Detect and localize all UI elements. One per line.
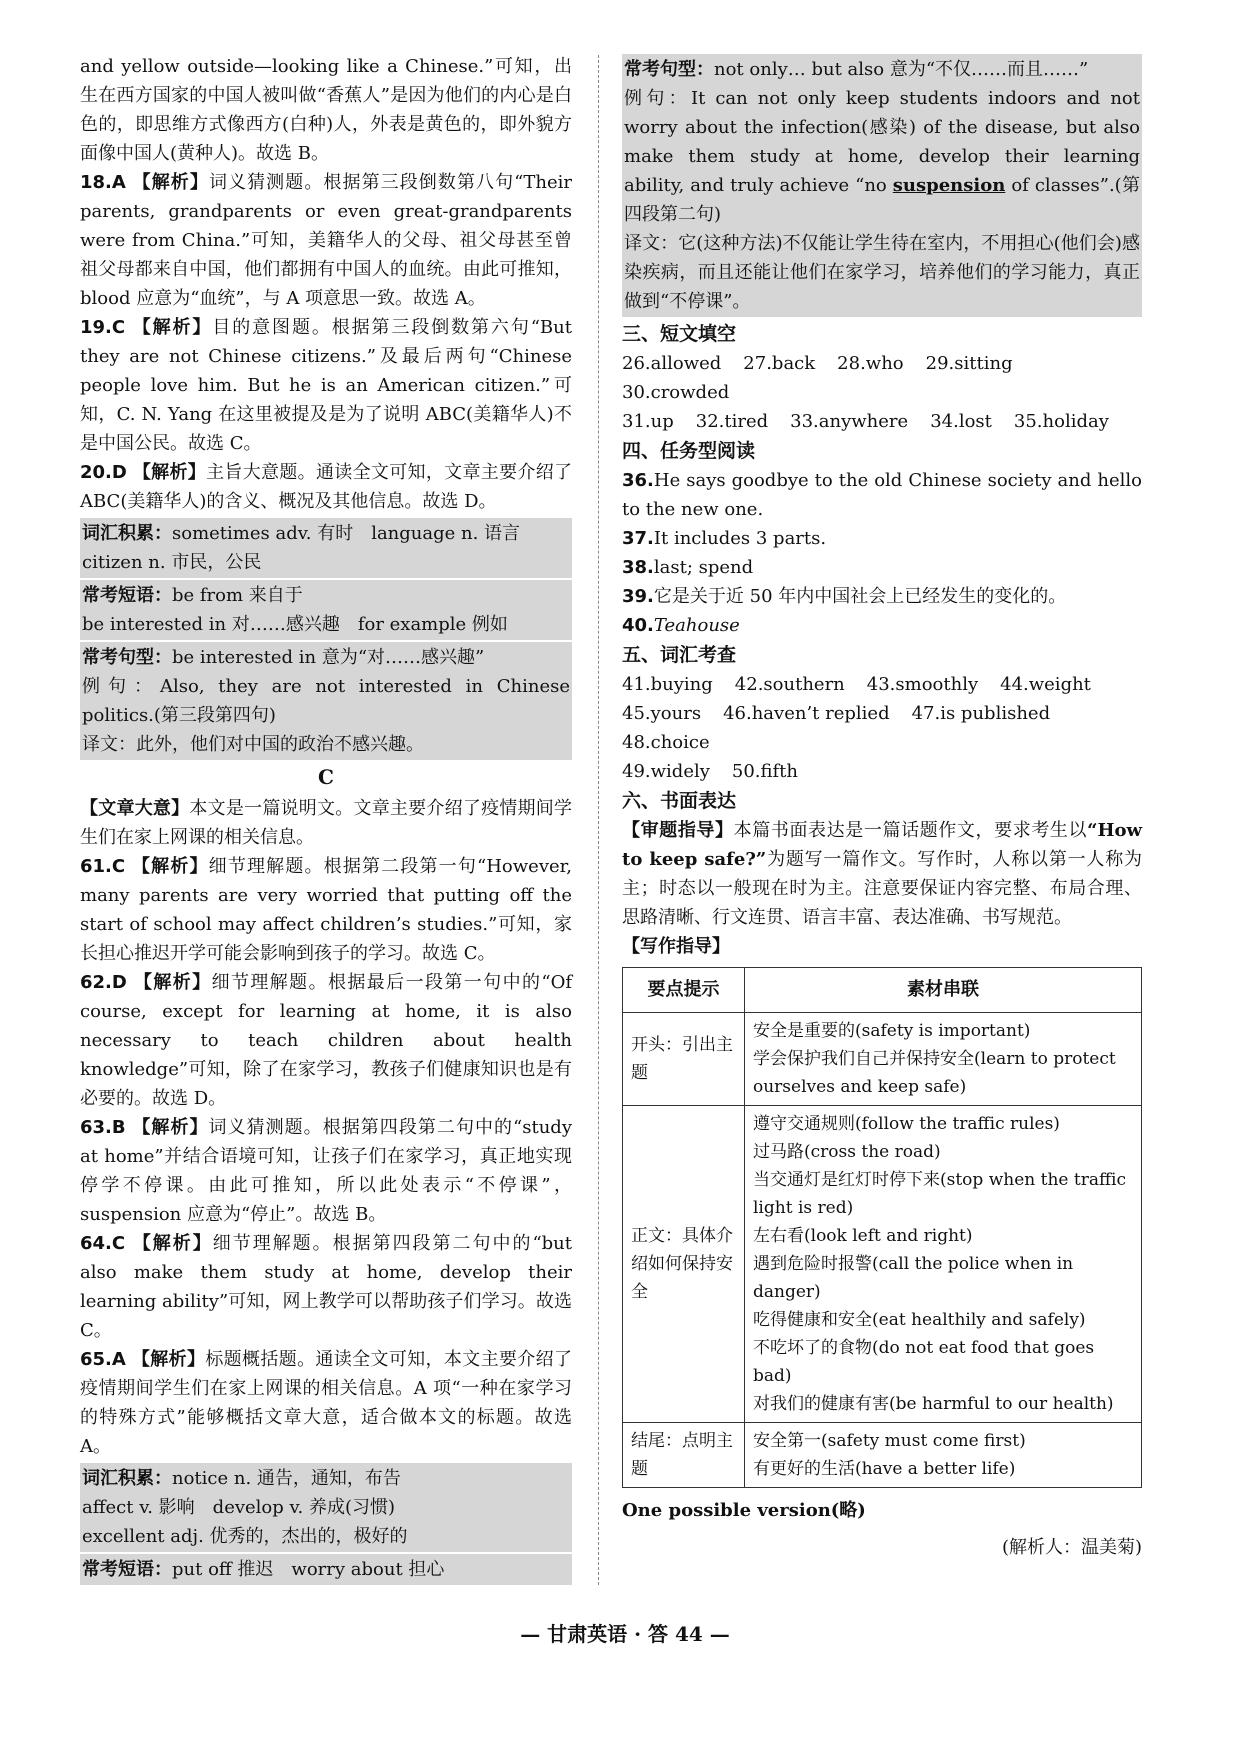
vocab-answer: 46.haven’t replied — [723, 703, 890, 724]
vocab-answer: 48.choice — [622, 732, 710, 753]
answer-number: 62.D — [80, 972, 127, 993]
fill-answer: 30.crowded — [622, 382, 730, 403]
phrase-label: 常考短语： — [82, 1559, 172, 1580]
answer-text: last; spend — [653, 557, 754, 578]
answer-text: 目的意图题。根据第三段倒数第六句“But they are not Chinese citizens.”及最后两句“Chinese people love him. But he is an American citizen.”可知，C. N. Yang 在这里被提及是为了说明 ABC(美籍华人)不是中国公民。故选 C。 — [80, 317, 572, 454]
answer-tag: 【解析】 — [132, 856, 209, 877]
table-key: 正文：具体介绍如何保持安全 — [623, 1106, 745, 1423]
fill-blank-row-2 — [622, 407, 1142, 436]
section-heading-5: 五、词汇考查 — [622, 644, 737, 666]
underlined-word: suspension — [892, 175, 1006, 196]
table-line: 过马路(cross the road) — [753, 1142, 941, 1162]
vocab-answer: 41.buying — [622, 674, 713, 695]
summary-label: 【文章大意】 — [80, 798, 190, 819]
vocab-answer: 50.fifth — [731, 761, 799, 782]
essay-title: “How to keep safe?” — [622, 820, 1143, 870]
translation: 译文：此外，他们对中国的政治不感兴趣。 — [82, 734, 424, 755]
answer-tag: 【解析】 — [132, 1117, 209, 1138]
page-footer: — 甘肃英语 · 答 44 — — [520, 1622, 730, 1646]
fill-answer: 34.lost — [930, 411, 992, 432]
answer-40 — [622, 611, 1142, 640]
sentence-label: 常考句型： — [82, 647, 172, 668]
table-line: 遇到危险时报警(call the police when in danger) — [753, 1254, 1074, 1302]
guide-label: 【审题指导】 — [622, 820, 734, 841]
vocab-label: 词汇积累： — [82, 1468, 172, 1489]
table-line: 不吃坏了的食物(do not eat food that goes bad) — [753, 1338, 1095, 1386]
fill-answer: 32.tired — [695, 411, 769, 432]
answer-number: 19.C — [80, 317, 126, 338]
vocab-line: affect v. 影响 develop v. 养成(习惯) — [82, 1497, 396, 1518]
vocab-answer: 43.smoothly — [866, 674, 979, 695]
vocab-answer: 47.is published — [911, 703, 1051, 724]
answer-number: 65.A — [80, 1349, 126, 1370]
answer-37 — [622, 524, 1142, 553]
answer-number: 18.A — [80, 172, 126, 193]
answer-20 — [80, 458, 572, 516]
author-credit: (解析人：温美菊) — [1001, 1537, 1142, 1558]
vocab-box-2 — [80, 1463, 572, 1552]
sentence-box-1 — [80, 642, 572, 760]
table-header: 素材串联 — [745, 968, 1142, 1013]
answer-61 — [80, 852, 572, 968]
answer-text: It includes 3 parts. — [653, 528, 827, 549]
left-column — [80, 52, 572, 1587]
table-line: 安全是重要的(safety is important) — [753, 1021, 1031, 1041]
fill-answer: 35.holiday — [1013, 411, 1109, 432]
answer-tag: 【解析】 — [132, 1233, 213, 1254]
writing-guide — [622, 816, 1142, 932]
sentence-label: 常考句型： — [624, 59, 714, 80]
answer-65 — [80, 1345, 572, 1461]
vocab-answer-row-3 — [622, 757, 1142, 786]
sentence-box-2 — [622, 54, 1142, 317]
phrase-line: be from 来自于 — [172, 585, 303, 606]
writing-guidance-label: 【写作指导】 — [622, 936, 730, 957]
possible-version: One possible version(略) — [622, 1500, 866, 1521]
answer-number: 63.B — [80, 1117, 126, 1138]
guide-text: 本篇书面表达是一篇话题作文，要求考生以 — [733, 820, 1088, 841]
table-key: 开头：引出主题 — [623, 1013, 745, 1106]
answer-number: 40. — [622, 615, 654, 636]
vocab-box-1 — [80, 518, 572, 578]
example-sentence: 例句：Also, they are not interested in Chinese politics.(第三段第四句) — [82, 676, 570, 726]
vocab-line: citizen n. 市民，公民 — [82, 552, 262, 573]
vocab-answer: 44.weight — [1000, 674, 1091, 695]
answer-text: 它是关于近 50 年内中国社会上已经发生的变化的。 — [653, 586, 1067, 607]
answer-number: 36. — [622, 470, 654, 491]
answer-number: 38. — [622, 557, 654, 578]
table-line: 有更好的生活(have a better life) — [753, 1459, 1016, 1479]
answer-tag: 【解析】 — [133, 972, 212, 993]
section-heading-6: 六、书面表达 — [622, 790, 737, 812]
table-line: 当交通灯是红灯时停下来(stop when the traffic light is red) — [753, 1170, 1126, 1218]
answer-text: 主旨大意题。通读全文可知，文章主要介绍了 ABC(美籍华人)的含义、概况及其他信息。故选 D。 — [80, 462, 573, 512]
table-line: 学会保护我们自己并保持安全(learn to protect ourselves and keep safe) — [753, 1049, 1116, 1097]
answer-text: Teahouse — [653, 615, 740, 636]
phrase-line: be interested in 对……感兴趣 for example 例如 — [82, 614, 508, 635]
answer-18 — [80, 168, 572, 313]
fill-answer: 31.up — [622, 411, 674, 432]
table-line: 安全第一(safety must come first) — [753, 1431, 1026, 1451]
vocab-line: excellent adj. 优秀的，杰出的，极好的 — [82, 1526, 408, 1547]
vocab-answer-row-1 — [622, 670, 1142, 699]
table-line: 左右看(look left and right) — [753, 1226, 973, 1246]
vocab-answer-row-2 — [622, 699, 1142, 757]
vocab-line: sometimes adv. 有时 language n. 语言 — [172, 523, 521, 544]
answer-tag: 【解析】 — [131, 1349, 206, 1370]
answer-text: He says goodbye to the old Chinese society and hello to the new one. — [622, 470, 1142, 520]
answer-number: 64.C — [80, 1233, 126, 1254]
translation: 译文：它(这种方法)不仅能让学生待在室内，不用担心(他们会)感染疾病，而且还能让他们在家学习，培养他们的学习能力，真正做到“不停课”。 — [624, 233, 1140, 312]
phrase-box-1 — [80, 580, 572, 640]
section-c-heading: C — [318, 765, 334, 789]
vocab-answer: 42.southern — [734, 674, 845, 695]
vocab-answer: 45.yours — [622, 703, 702, 724]
phrase-box-2 — [80, 1554, 572, 1585]
vocab-label: 词汇积累： — [82, 523, 172, 544]
answer-36 — [622, 466, 1142, 524]
article-summary — [80, 794, 572, 852]
table-header: 要点提示 — [623, 968, 745, 1013]
answer-text: 细节理解题。根据第二段第一句“However, many parents are very worried that putting off the start of school may affect children’s studies.”可知，家长担心推迟开学可能会影响到孩子的学习。故选 C。 — [80, 856, 572, 964]
fill-answer: 28.who — [837, 353, 904, 374]
fill-blank-row-1 — [622, 349, 1142, 407]
example-part: 例句：It can not only keep students indoors and not worry about the infection(感染) of the disease, but also make them study at home, develop their learning ability, and truly achieve “no — [624, 88, 1140, 196]
answer-number: 61.C — [80, 856, 126, 877]
answer-number: 39. — [622, 586, 654, 607]
answer-tag: 【解析】 — [132, 462, 207, 483]
answer-number: 37. — [622, 528, 654, 549]
section-heading-4: 四、任务型阅读 — [622, 440, 756, 462]
answer-tag: 【解析】 — [132, 317, 213, 338]
table-content — [745, 1013, 1142, 1106]
guide-text: 为题写一篇作文。写作时，人称以第一人称为主；时态以一般现在时为主。注意要保证内容完整、布局合理、思路清晰、行文连贯、语言丰富、表达准确、书写规范。 — [622, 849, 1142, 928]
table-row — [623, 1106, 1142, 1423]
answer-39 — [622, 582, 1142, 611]
section-heading-3: 三、短文填空 — [622, 323, 737, 345]
table-line: 吃得健康和安全(eat healthily and safely) — [753, 1310, 1086, 1330]
table-row — [623, 1423, 1142, 1488]
table-row — [623, 1013, 1142, 1106]
answer-19 — [80, 313, 572, 458]
phrase-line: put off 推迟 worry about 担心 — [172, 1559, 445, 1580]
table-key: 结尾：点明主题 — [623, 1423, 745, 1488]
right-column — [622, 52, 1142, 1559]
answer-text: 词义猜测题。根据第四段第二句中的“study at home”并结合语境可知，让孩子们在家学习，真正地实现停学不停课。由此可推知，所以此处表示“不停课”，suspension 应意为“停止”。故选 B。 — [80, 1117, 572, 1225]
example-sentence — [624, 84, 1140, 229]
intro-paragraph: and yellow outside—looking like a Chinese.”可知，出生在西方国家的中国人被叫做“香蕉人”是因为他们的内心是白色的，即思维方式像西方(白种)人，外表是黄色的，即外貌方面像中国人(黄种人)。故选 B。 — [80, 56, 572, 164]
vocab-answer: 49.widely — [622, 761, 710, 782]
table-content — [745, 1423, 1142, 1488]
fill-answer: 26.allowed — [622, 353, 722, 374]
example-part: of classes”.(第四段第二句) — [624, 175, 1140, 225]
summary-text: 本文是一篇说明文。文章主要介绍了疫情期间学生们在家上网课的相关信息。 — [80, 798, 573, 848]
answer-text: 细节理解题。根据第四段第二句中的“but also make them study at home, develop their learning ability”可知，网上教学可以帮助孩子们学习。故选 C。 — [80, 1233, 572, 1341]
answer-tag: 【解析】 — [132, 172, 209, 193]
table-header-row — [623, 968, 1142, 1013]
phrase-label: 常考短语： — [82, 585, 172, 606]
answer-63 — [80, 1113, 572, 1229]
sentence-line: be interested in 意为“对……感兴趣” — [172, 647, 485, 668]
vocab-line: notice n. 通告，通知，布告 — [172, 1468, 401, 1489]
answer-64 — [80, 1229, 572, 1345]
fill-answer: 33.anywhere — [790, 411, 909, 432]
table-line: 遵守交通规则(follow the traffic rules) — [753, 1114, 1060, 1134]
writing-outline-table — [622, 967, 1142, 1488]
answer-38 — [622, 553, 1142, 582]
answer-number: 20.D — [80, 462, 127, 483]
answer-62 — [80, 968, 572, 1113]
sentence-line: not only… but also 意为“不仅……而且……” — [714, 59, 1089, 80]
fill-answer: 29.sitting — [925, 353, 1013, 374]
answer-text: 词义猜测题。根据第三段倒数第八句“Their parents, grandparents or even great-grandparents were from China.”可知，美籍华人的父母、祖父母甚至曾祖父母都来自中国，他们都拥有中国人的血统。由此可推知，blood 应意为“血统”，与 A 项意思一致。故选 A。 — [80, 172, 572, 309]
table-line: 对我们的健康有害(be harmful to our health) — [753, 1394, 1114, 1414]
table-content — [745, 1106, 1142, 1423]
answer-text: 标题概括题。通读全文可知，本文主要介绍了疫情期间学生们在家上网课的相关信息。A 项“一种在家学习的特殊方式”能够概括文章大意，适合做本文的标题。故选 A。 — [80, 1349, 572, 1457]
column-divider — [598, 55, 599, 1585]
answer-text: 细节理解题。根据最后一段第一句中的“Of course, except for learning at home, it is also necessary to teach children about health knowledge”可知，除了在家学习，教孩子们健康知识也是有必要的。故选 D。 — [80, 972, 572, 1109]
fill-answer: 27.back — [743, 353, 816, 374]
